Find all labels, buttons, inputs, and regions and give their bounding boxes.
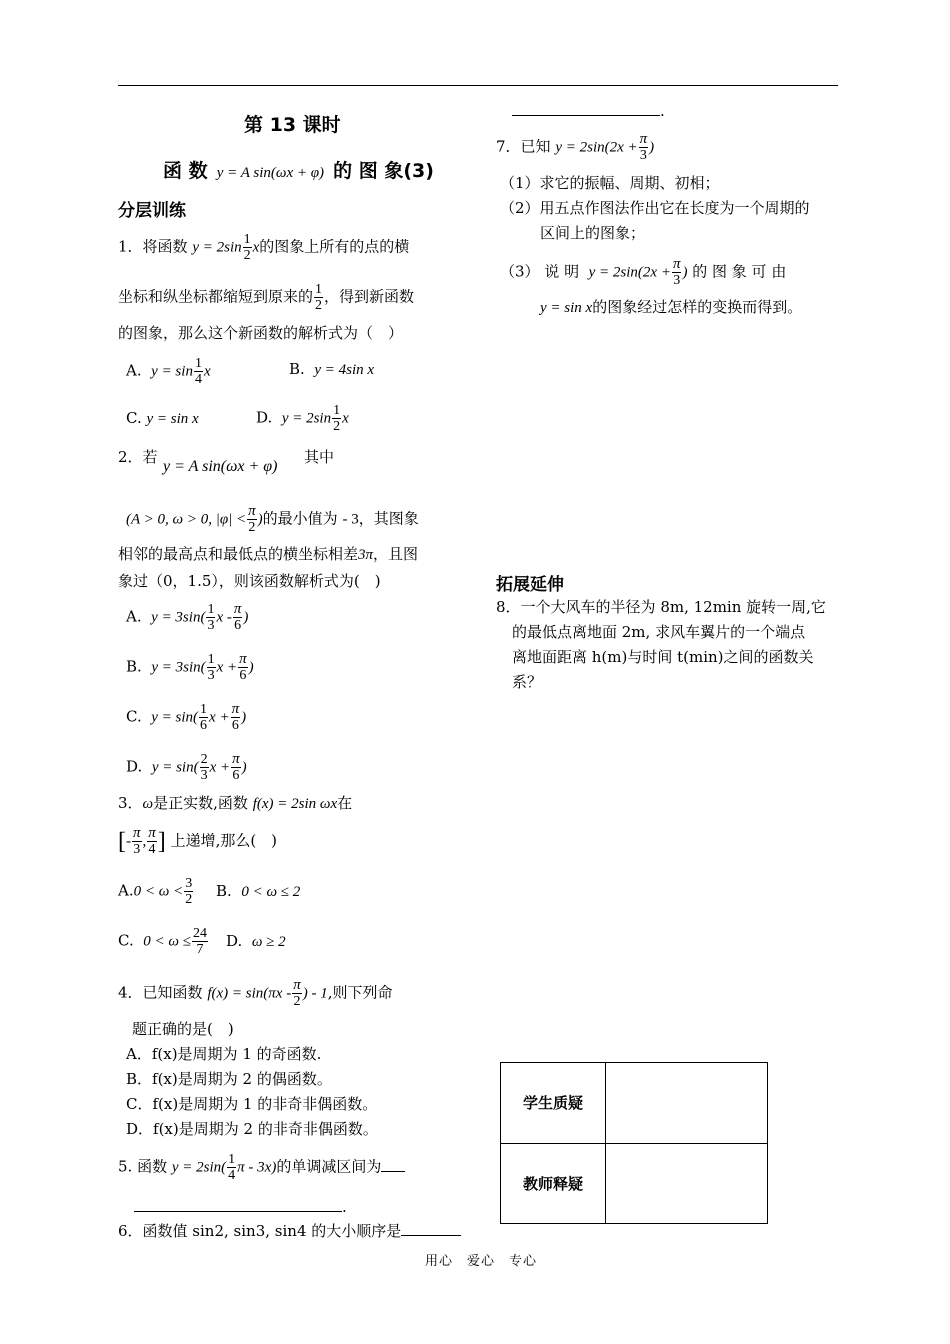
answer-blank[interactable]	[512, 115, 660, 116]
q2-line4: 象过（0，1.5），则该函数解析式为( )	[118, 572, 381, 590]
q2-line3: 相邻的最高点和最低点的横坐标相差3π，且图	[118, 545, 419, 563]
q7-sub2a: （2）用五点作图法作出它在长度为一个周期的	[500, 199, 810, 217]
fraction: $\frac{1}{2}$	[243, 232, 251, 263]
table-row	[501, 1063, 768, 1144]
q2-qizhong: 其中	[304, 448, 335, 466]
q1-line2: 坐标和纵坐标都缩短到原来的 $\frac{1}{2}$ ，得到新函数	[118, 282, 415, 313]
q4-option-b: B．f(x)是周期为 2 的偶函数。	[126, 1070, 332, 1088]
q7-line1: 7．已知 y = 2sin(2x + $\frac{\pi}{3}$ )	[496, 131, 655, 163]
q1-option-d: D. y = 2sin $\frac{1}{2}$ x	[256, 403, 349, 434]
q5-line2: .	[134, 1196, 347, 1218]
q7-sub3a: （3） 说 明 y = 2sin(2x + $\frac{\pi}{3}$ ) 的 图 象 可 由	[500, 256, 787, 288]
q1-option-b: B. y = 4sin x	[289, 360, 375, 378]
section-layered: 分层训练	[118, 201, 186, 221]
q7-sub1: （1）求它的振幅、周期、初相；	[500, 174, 720, 192]
q3-option-c: C. 0 < ω ≤ $\frac{24}{7}$	[118, 926, 207, 957]
page-title: 函 数 y = A sin(ωx + φ) 的 图 象(3)	[163, 160, 434, 182]
qa-table	[500, 1062, 768, 1224]
answer-blank[interactable]	[381, 1171, 405, 1172]
q4-option-a: A．f(x)是周期为 1 的奇函数.	[126, 1045, 322, 1063]
q5-line1: 5. 函数 y = 2sin( $\frac{1}{4}$ π - 3x)的单调减区间为	[118, 1152, 405, 1183]
q8-line1: 8．一个大风车的半径为 8m, 12min 旋转一周,它	[496, 598, 826, 616]
student-question-cell[interactable]	[606, 1063, 768, 1144]
title-formula: y = A sin(ωx + φ)	[216, 165, 325, 181]
answer-blank[interactable]	[401, 1235, 461, 1236]
q3-option-b: B. 0 < ω ≤ 2	[216, 882, 301, 900]
q1-line1: 1．将函数 y = 2sin $\frac{1}{2}$ x的图象上所有的点的横	[118, 232, 410, 263]
q3-option-a: A.0 < ω < $\frac{3}{2}$	[118, 876, 193, 907]
answer-blank[interactable]	[134, 1211, 342, 1212]
q2-option-d: D. y = sin( $\frac{2}{3}$ x + $\frac{\pi}{6}$ )	[126, 751, 247, 783]
q2-line1: 2．若	[118, 448, 158, 466]
q2-option-b: B. y = 3sin( $\frac{1}{3}$ x + $\frac{\pi}{6}$ )	[126, 651, 254, 683]
q6-continuation: .	[512, 100, 665, 122]
teacher-answer-cell[interactable]	[606, 1143, 768, 1224]
q7-sub3b: y = sin x的图象经过怎样的变换而得到。	[540, 298, 803, 316]
q2-line2: (A > 0, ω > 0, |φ| < $\frac{\pi}{2}$ )的最小值为 - 3，其图象	[126, 503, 419, 535]
q2-option-c: C. y = sin( $\frac{1}{6}$ x + $\frac{\pi}{6}$ )	[126, 701, 247, 733]
teacher-answer-label: 教师释疑	[501, 1143, 606, 1224]
q3-line2: [- $\frac{\pi}{3}$ , $\frac{\pi}{4}$ ] 上递增,那么( )	[118, 825, 278, 857]
q7-sub2b: 区间上的图象；	[540, 224, 646, 242]
q4-option-d: D．f(x)是周期为 2 的非奇非偶函数。	[126, 1120, 378, 1138]
fraction: $\frac{1}{2}$	[315, 282, 323, 313]
q1-option-c: C. y = sin x	[126, 409, 199, 427]
section-extension: 拓展延伸	[496, 575, 564, 595]
q8-line3: 离地面距离 h(m)与时间 t(min)之间的函数关	[512, 648, 814, 666]
q1-line3: 的图象，那么这个新函数的解析式为（ ）	[118, 324, 404, 342]
q2-option-a: A. y = 3sin( $\frac{1}{3}$ x - $\frac{\pi}{6}$ )	[126, 601, 249, 633]
q8-line4: 系？	[512, 673, 543, 691]
q1-option-a: A. y = sin $\frac{1}{4}$ x	[126, 356, 211, 387]
q8-line2: 的最低点离地面 2m, 求风车翼片的一个端点	[512, 623, 806, 641]
q4-option-c: C．f(x)是周期为 1 的非奇非偶函数。	[126, 1095, 378, 1113]
q3-line1: 3．ω是正实数,函数 f(x) = 2sin ωx在	[118, 794, 353, 812]
page-footer: 用心 爱心 专心	[425, 1254, 538, 1269]
lesson-title: 第 13 课时	[244, 114, 341, 136]
student-question-label: 学生质疑	[501, 1063, 606, 1144]
header-rule	[118, 85, 838, 86]
q2-formula: y = A sin(ωx + φ)	[163, 458, 278, 475]
q4-line2: 题正确的是( )	[132, 1020, 234, 1038]
q6-line1: 6．函数值 sin2, sin3, sin4 的大小顺序是	[118, 1220, 461, 1242]
q3-option-d: D. ω ≥ 2	[226, 932, 286, 950]
q4-line1: 4．已知函数 f(x) = sin(πx - $\frac{\pi}{2}$ ) - 1,则下列命	[118, 977, 393, 1009]
table-row	[501, 1143, 768, 1224]
